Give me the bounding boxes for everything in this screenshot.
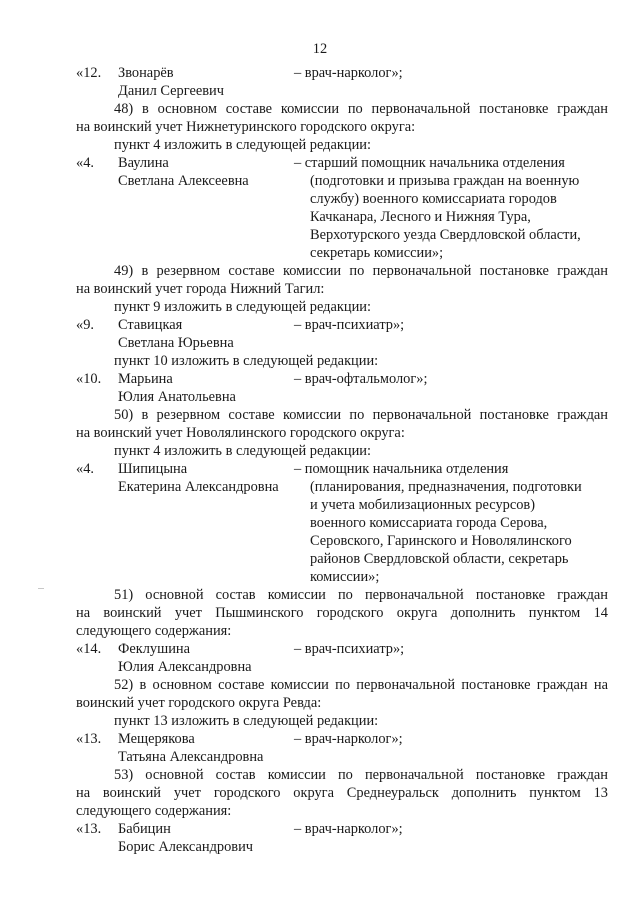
- entry-surname: Звонарёв: [118, 65, 174, 81]
- paragraph-line: на воинский учет городского округа Среднеуральск дополнить пунктом 13: [76, 785, 608, 801]
- entry-role-line: районов Свердловской области, секретарь: [310, 551, 569, 567]
- entry-role-line: Качканара, Лесного и Нижняя Тура,: [310, 209, 531, 225]
- paragraph-line: на воинский учет города Нижний Тагил:: [76, 281, 325, 297]
- entry-role: – врач-нарколог»;: [294, 821, 403, 837]
- instruction-50: пункт 4 изложить в следующей редакции:: [114, 443, 371, 459]
- paragraph-49: [76, 262, 608, 298]
- entry-number: «4.: [76, 461, 94, 477]
- entry-number: «13.: [76, 821, 102, 837]
- page-number: 12: [312, 41, 328, 57]
- entry-role-line: военного комиссариата города Серова,: [310, 515, 548, 531]
- entry-surname: Марьина: [118, 371, 173, 387]
- entry-name: Борис Александрович: [118, 839, 254, 855]
- paragraph-line: следующего содержания:: [76, 803, 232, 819]
- entry-number: «4.: [76, 155, 94, 171]
- entry-role: – врач-нарколог»;: [294, 731, 403, 747]
- paragraph-48: [76, 100, 608, 136]
- instruction-48: пункт 4 изложить в следующей редакции:: [114, 137, 371, 153]
- entry-surname: Ставицкая: [118, 317, 183, 333]
- paragraph-line: 53) основной состав комиссии по первоначальной постановке граждан: [114, 767, 608, 783]
- paragraph-line: следующего содержания:: [76, 623, 232, 639]
- entry-number: «10.: [76, 371, 102, 387]
- paragraph-line: на воинский учет Новолялинского городского округа:: [76, 425, 405, 441]
- paragraph-51: [76, 586, 608, 640]
- instruction-52: пункт 13 изложить в следующей редакции:: [114, 713, 379, 729]
- entry-role: – помощник начальника отделения: [294, 461, 509, 477]
- entry-role-line: комиссии»;: [310, 569, 380, 585]
- paragraph-line: 48) в основном составе комиссии по первоначальной постановке граждан: [114, 101, 608, 117]
- entry-name: Татьяна Александровна: [118, 749, 264, 765]
- entry-role-line: (планирования, предназначения, подготовки: [310, 479, 582, 495]
- paragraph-line: 50) в резервном составе комиссии по первоначальной постановке граждан: [114, 407, 608, 423]
- entry-surname: Шипицына: [118, 461, 188, 477]
- paragraph-53: [76, 766, 608, 820]
- margin-mark: [38, 588, 44, 589]
- entry-role: – врач-офтальмолог»;: [294, 371, 428, 387]
- paragraph-line: воинский учет городского округа Ревда:: [76, 695, 322, 711]
- entry-role-line: секретарь комиссии»;: [310, 245, 444, 261]
- entry-surname: Мещерякова: [118, 731, 195, 747]
- paragraph-50: [76, 406, 608, 442]
- entry-name: Светлана Юрьевна: [118, 335, 234, 351]
- entry-role: – врач-нарколог»;: [294, 65, 403, 81]
- paragraph-line: 49) в резервном составе комиссии по первоначальной постановке граждан: [114, 263, 608, 279]
- entry-number: «13.: [76, 731, 102, 747]
- entry-role-line: Серовского, Гаринского и Новолялинского: [310, 533, 572, 549]
- entry-number: «12.: [76, 65, 102, 81]
- instruction-49-a: пункт 9 изложить в следующей редакции:: [114, 299, 371, 315]
- paragraph-line: на воинский учет Нижнетуринского городского округа:: [76, 119, 416, 135]
- entry-name: Екатерина Александровна: [118, 479, 279, 495]
- paragraph-52: [76, 676, 608, 712]
- entry-surname: Бабицин: [118, 821, 171, 837]
- entry-role-line: Верхотурского уезда Свердловской области,: [310, 227, 581, 243]
- entry-surname: Феклушина: [118, 641, 190, 657]
- entry-name: Юлия Александровна: [118, 659, 252, 675]
- instruction-49-b: пункт 10 изложить в следующей редакции:: [114, 353, 379, 369]
- entry-role: – старший помощник начальника отделения: [294, 155, 565, 171]
- entry-name: Данил Сергеевич: [118, 83, 224, 99]
- entry-role-line: (подготовки и призыва граждан на военную: [310, 173, 580, 189]
- entry-number: «9.: [76, 317, 94, 333]
- paragraph-line: 52) в основном составе комиссии по первоначальной постановке граждан на: [114, 677, 608, 693]
- entry-role: – врач-психиатр»;: [294, 641, 405, 657]
- entry-surname: Ваулина: [118, 155, 169, 171]
- paragraph-line: на воинский учет Пышминского городского округа дополнить пунктом 14: [76, 605, 608, 621]
- entry-name: Светлана Алексеевна: [118, 173, 249, 189]
- entry-name: Юлия Анатольевна: [118, 389, 236, 405]
- paragraph-line: 51) основной состав комиссии по первоначальной постановке граждан: [114, 587, 608, 603]
- entry-role: – врач-психиатр»;: [294, 317, 405, 333]
- entry-number: «14.: [76, 641, 102, 657]
- entry-role-line: и учета мобилизационных ресурсов): [310, 497, 536, 513]
- entry-role-line: службу) военного комиссариата городов: [310, 191, 557, 207]
